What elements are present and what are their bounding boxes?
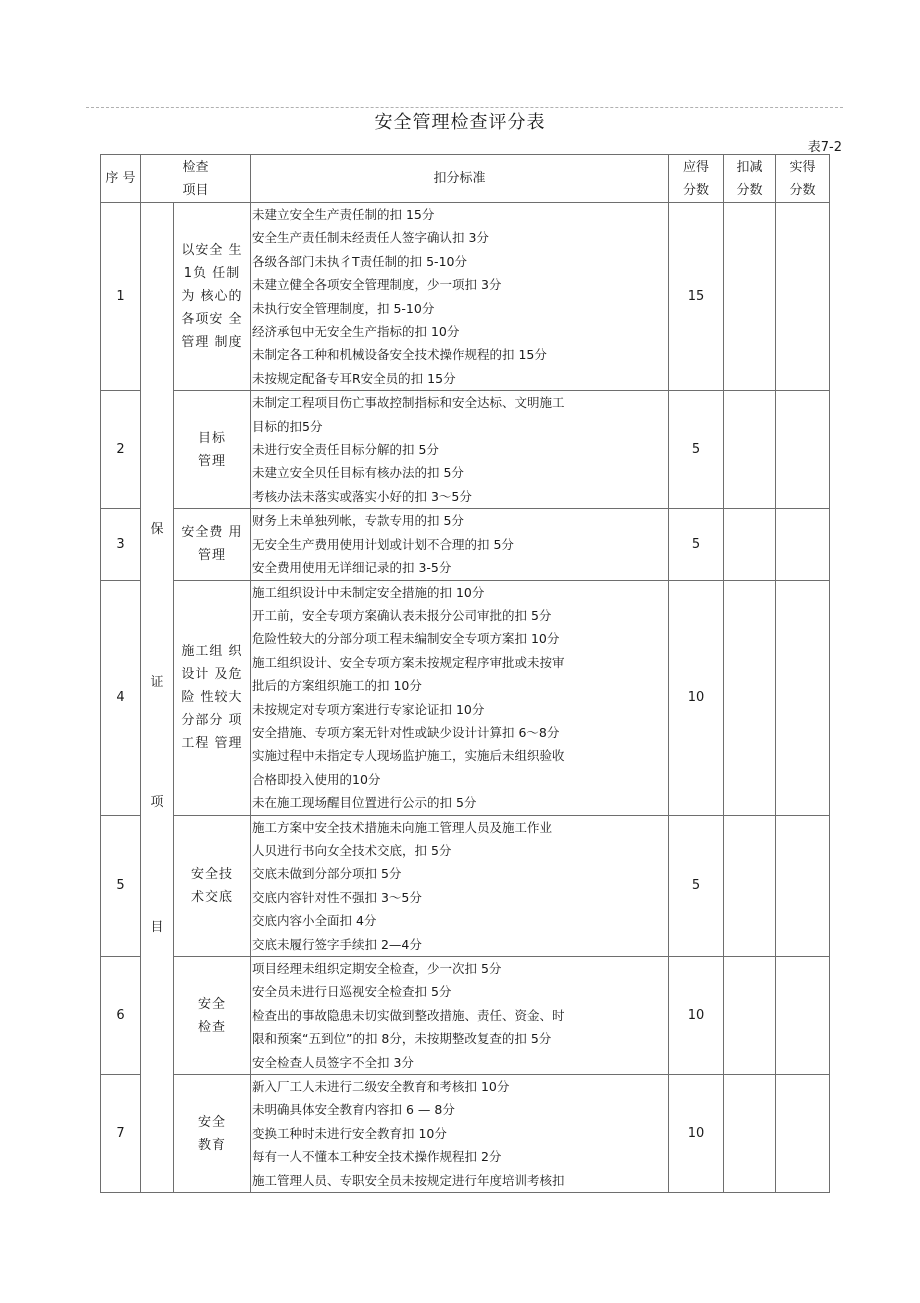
criteria-cell bbox=[251, 580, 669, 815]
criteria-cell bbox=[251, 391, 669, 509]
header-actual bbox=[776, 155, 830, 203]
row-number: 3 bbox=[101, 509, 141, 580]
table-row bbox=[101, 1075, 830, 1193]
item-line: 工程 管理 bbox=[181, 736, 243, 752]
row-number: 4 bbox=[101, 580, 141, 815]
deduct-score[interactable] bbox=[724, 580, 776, 815]
criteria-cell bbox=[251, 957, 669, 1075]
criteria-cell bbox=[251, 203, 669, 391]
item-name bbox=[174, 1075, 251, 1193]
table-row bbox=[101, 815, 830, 956]
row-number: 7 bbox=[101, 1075, 141, 1193]
criteria-line: 实施过程中未指定专人现场监护施工，实施后未组织验收 bbox=[252, 748, 565, 764]
should-score: 10 bbox=[669, 580, 724, 815]
criteria-line: 未进行安全责任目标分解的扣 5分 bbox=[252, 442, 439, 458]
header-should-line1: 应得 bbox=[682, 159, 709, 175]
criteria-line: 施工组织设计中未制定安全措施的扣 10分 bbox=[252, 584, 485, 600]
should-score: 5 bbox=[669, 391, 724, 509]
item-line: 管理 bbox=[197, 548, 226, 564]
header-actual-line1: 实得 bbox=[789, 159, 816, 175]
should-score: 5 bbox=[669, 815, 724, 956]
table-row bbox=[101, 203, 830, 391]
table-number: 表7-2 bbox=[807, 140, 842, 155]
criteria-line: 每有一人不懂本工种安全技术操作规程扣 2分 bbox=[252, 1149, 502, 1165]
item-line: 术交底 bbox=[190, 889, 233, 905]
criteria-line: 交底未履行签字手续扣 2—4分 bbox=[252, 936, 422, 952]
item-name bbox=[174, 391, 251, 509]
header-deduct bbox=[724, 155, 776, 203]
item-line: 管理 制度 bbox=[181, 335, 243, 351]
item-line: 安全费 用 bbox=[181, 525, 243, 541]
criteria-line: 新入厂工人未进行二级安全教育和考核扣 10分 bbox=[252, 1079, 510, 1095]
criteria-line: 批后的方案组织施工的扣 10分 bbox=[252, 678, 422, 694]
should-score: 10 bbox=[669, 1075, 724, 1193]
page-title: 安全管理检查评分表 bbox=[374, 112, 546, 133]
header-item-line2: 项目 bbox=[182, 182, 209, 198]
criteria-line: 检查出的事故隐患未切实做到整改措施、责任、资金、时 bbox=[252, 1007, 565, 1023]
criteria-line: 未在施工现场醒目位置进行公示的扣 5分 bbox=[252, 795, 477, 811]
criteria-line: 安全检查人员签字不全扣 3分 bbox=[252, 1054, 414, 1070]
deduct-score[interactable] bbox=[724, 391, 776, 509]
item-name bbox=[174, 957, 251, 1075]
actual-score[interactable] bbox=[776, 391, 830, 509]
criteria-line: 未执行安全管理制度，扣 5-10分 bbox=[252, 300, 435, 316]
criteria-line: 未明确具体安全教育内容扣 6 — 8分 bbox=[252, 1102, 455, 1118]
should-score: 10 bbox=[669, 957, 724, 1075]
criteria-line: 施工管理人员、专职安全员未按规定进行年度培训考核扣 bbox=[252, 1172, 565, 1188]
header-row bbox=[101, 155, 830, 203]
header-criteria: 扣分标准 bbox=[251, 155, 669, 203]
actual-score[interactable] bbox=[776, 509, 830, 580]
item-name bbox=[174, 580, 251, 815]
criteria-line: 未按规定对专项方案进行专家论证扣 10分 bbox=[252, 701, 485, 717]
criteria-line: 未建立安全生产责任制的扣 15分 bbox=[252, 207, 435, 222]
criteria-line: 未建立健全各项安全管理制度，少一项扣 3分 bbox=[252, 277, 502, 293]
criteria-line: 施工方案中安全技术措施未向施工管理人员及施工作业 bbox=[252, 819, 553, 835]
criteria-line: 安全费用使用无详细记录的扣 3-5分 bbox=[252, 560, 452, 576]
deduct-score[interactable] bbox=[724, 815, 776, 956]
table-row bbox=[101, 580, 830, 815]
item-line: 各项安 全 bbox=[181, 312, 243, 328]
deduct-score[interactable] bbox=[724, 1075, 776, 1193]
criteria-line: 未建立安全贝任目标有核办法的扣 5分 bbox=[252, 465, 464, 481]
criteria-cell bbox=[251, 815, 669, 956]
item-line: 为 核心的 bbox=[181, 289, 243, 305]
score-table bbox=[100, 154, 830, 1193]
item-line: 以安全 生 bbox=[181, 243, 243, 259]
header-seq: 序 号 bbox=[101, 155, 141, 203]
row-number: 6 bbox=[101, 957, 141, 1075]
criteria-line: 项目经理未组织定期安全检查，少一次扣 5分 bbox=[252, 961, 502, 976]
criteria-line: 变换工种时未进行安全教育扣 10分 bbox=[252, 1125, 447, 1141]
deduct-score[interactable] bbox=[724, 957, 776, 1075]
item-line: 管理 bbox=[197, 453, 226, 469]
criteria-line: 施工组织设计、安全专项方案未按规定程序审批或未按审 bbox=[252, 654, 565, 670]
criteria-line: 各级各部门未执彳T责任制的扣 5-10分 bbox=[252, 253, 467, 269]
item-name bbox=[174, 509, 251, 580]
actual-score[interactable] bbox=[776, 815, 830, 956]
group-char-2: 证 bbox=[150, 675, 164, 690]
header-actual-line2: 分数 bbox=[789, 182, 816, 198]
should-score: 15 bbox=[669, 203, 724, 391]
actual-score[interactable] bbox=[776, 957, 830, 1075]
item-line: 施工组 织 bbox=[181, 644, 243, 660]
item-line: 设计 及危 bbox=[181, 667, 243, 683]
item-line: 检查 bbox=[197, 1019, 226, 1035]
item-line: 1负 任制 bbox=[183, 266, 241, 282]
group-cell bbox=[141, 203, 174, 1193]
criteria-line: 限和预案“五到位”的扣 8分，未按期整改复查的扣 5分 bbox=[252, 1031, 552, 1047]
item-name bbox=[174, 815, 251, 956]
header-deduct-line2: 分数 bbox=[736, 182, 763, 198]
criteria-line: 交底内容针对性不强扣 3～5分 bbox=[252, 889, 422, 905]
actual-score[interactable] bbox=[776, 203, 830, 391]
criteria-line: 未制定工程项目伤亡事故控制指标和安全达标、文明施工 bbox=[252, 395, 565, 411]
criteria-line: 无安全生产费用使用计划或计划不合理的扣 5分 bbox=[252, 536, 514, 552]
row-number: 5 bbox=[101, 815, 141, 956]
criteria-line: 未按规定配备专耳R安全员的扣 15分 bbox=[252, 370, 456, 386]
criteria-line: 安全生产责任制未经责任人签字确认扣 3分 bbox=[252, 230, 489, 246]
table-row bbox=[101, 391, 830, 509]
item-line: 目标 bbox=[197, 430, 226, 446]
header-item bbox=[141, 155, 251, 203]
group-char-3: 项 bbox=[150, 795, 164, 810]
item-name bbox=[174, 203, 251, 391]
should-score: 5 bbox=[669, 509, 724, 580]
row-number: 1 bbox=[101, 203, 141, 391]
actual-score[interactable] bbox=[776, 1075, 830, 1193]
deduct-score[interactable] bbox=[724, 509, 776, 580]
table-row bbox=[101, 509, 830, 580]
criteria-line: 考核办法未落实或落实小好的扣 3～5分 bbox=[252, 488, 472, 504]
row-number: 2 bbox=[101, 391, 141, 509]
criteria-line: 未制定各工种和机械设备安全技术操作规程的扣 15分 bbox=[252, 347, 547, 363]
group-char-1: 保 bbox=[150, 522, 164, 537]
criteria-line: 开工前，安全专项方案确认表未报分公司审批的扣 5分 bbox=[252, 607, 552, 623]
criteria-line: 人贝进行书向女全技术交底，扣 5分 bbox=[252, 842, 452, 858]
item-line: 安全 bbox=[197, 996, 226, 1012]
criteria-line: 经济承包中无安全生产指标的扣 10分 bbox=[252, 324, 460, 340]
criteria-line: 合格即投入使用的10分 bbox=[252, 771, 381, 787]
group-char-4: 目 bbox=[150, 920, 164, 935]
criteria-line: 安全措施、专项方案无针对性或缺少设计计算扣 6～8分 bbox=[252, 724, 560, 740]
item-line: 安全技 bbox=[190, 866, 233, 882]
criteria-line: 目标的扣5分 bbox=[252, 418, 323, 434]
criteria-line: 安全员未进行日巡视安全检查扣 5分 bbox=[252, 984, 452, 1000]
header-should-line2: 分数 bbox=[682, 182, 709, 198]
deduct-score[interactable] bbox=[724, 203, 776, 391]
criteria-cell bbox=[251, 1075, 669, 1193]
header-deduct-line1: 扣减 bbox=[736, 159, 763, 175]
header-item-line1: 检查 bbox=[182, 159, 209, 175]
criteria-line: 交底未做到分部分项扣 5分 bbox=[252, 866, 402, 882]
criteria-line: 危险性较大的分部分项工程未编制安全专项方案扣 10分 bbox=[252, 631, 560, 647]
item-line: 教育 bbox=[197, 1137, 226, 1153]
criteria-line: 财务上未单独列帐，专款专用的扣 5分 bbox=[252, 513, 464, 529]
actual-score[interactable] bbox=[776, 580, 830, 815]
criteria-line: 交底内容小全面扣 4分 bbox=[252, 913, 377, 929]
item-line: 安全 bbox=[197, 1114, 226, 1130]
header-should bbox=[669, 155, 724, 203]
item-line: 险 性较大 bbox=[181, 690, 243, 706]
item-line: 分部分 项 bbox=[181, 713, 243, 729]
table-row bbox=[101, 957, 830, 1075]
criteria-cell bbox=[251, 509, 669, 580]
